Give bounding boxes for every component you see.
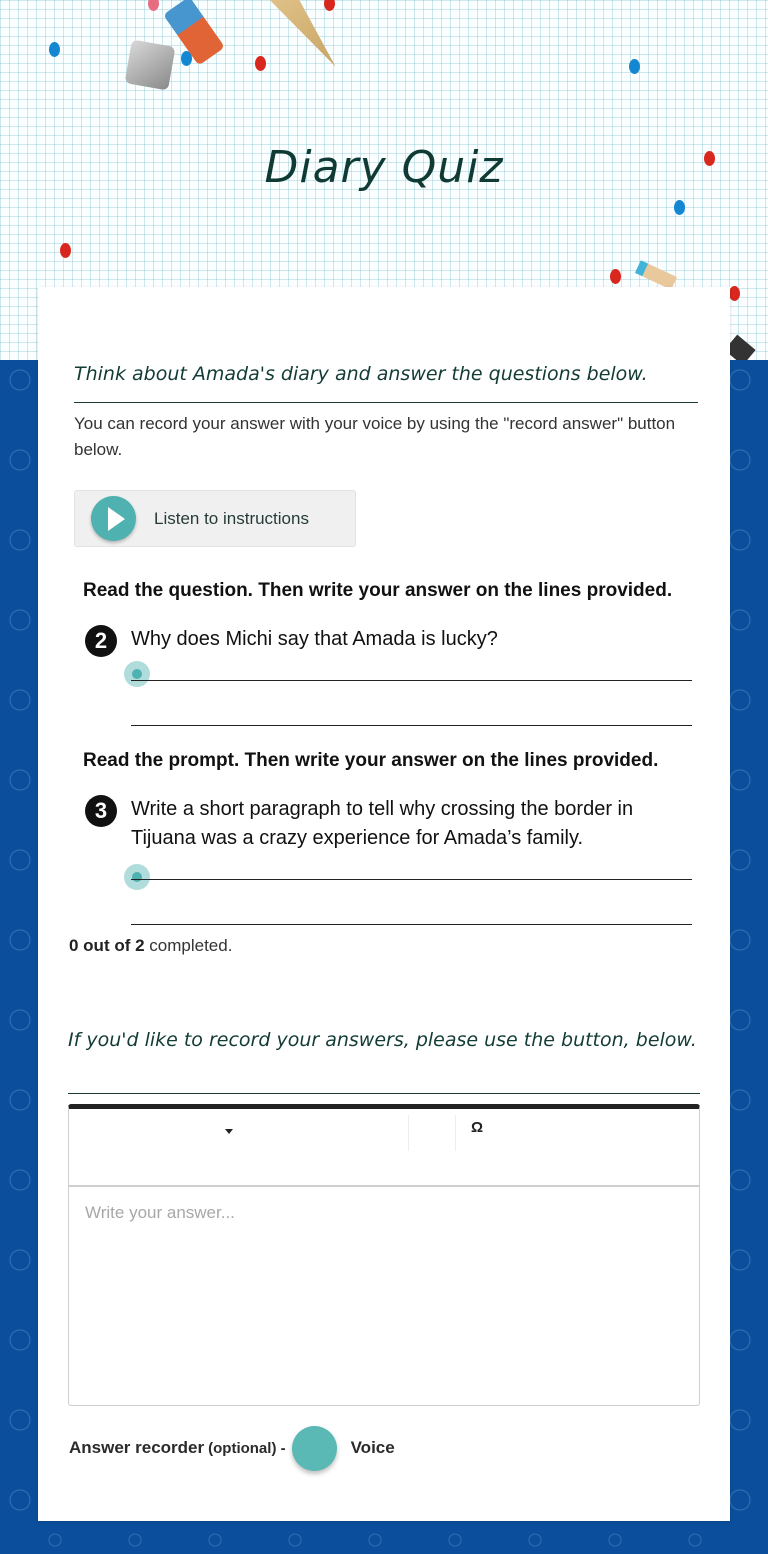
question-instruction: Read the question. Then write your answer on the lines provided. xyxy=(83,580,673,601)
sharpener-image xyxy=(125,40,176,91)
decor-dot xyxy=(729,286,740,301)
answer-editor xyxy=(68,1104,700,1406)
decor-dot xyxy=(49,42,60,57)
voice-label: Voice xyxy=(350,1438,395,1457)
decor-dot xyxy=(610,269,621,284)
decor-dot xyxy=(255,56,266,71)
instructions-text: You can record your answer with your voice by using the "record answer" button below. xyxy=(74,414,676,459)
decor-dot xyxy=(674,200,685,215)
decor-dot xyxy=(148,0,159,11)
question-number-badge: 2 xyxy=(85,625,117,657)
record-heading: If you'd like to record your answers, please use the button, below. xyxy=(68,1027,700,1094)
decor-dot xyxy=(60,243,71,258)
listen-instructions-label: Listen to instructions xyxy=(154,508,309,528)
completion-count: 0 out of 2 xyxy=(69,936,145,955)
answer-recorder xyxy=(69,1425,395,1471)
answer-textarea[interactable] xyxy=(69,1189,699,1401)
special-character-button[interactable]: Ω xyxy=(471,1119,484,1136)
play-icon xyxy=(91,496,136,541)
format-dropdown[interactable] xyxy=(69,1115,409,1151)
answer-line xyxy=(131,725,692,726)
prompt-text-line-1: Write a short paragraph to tell why crossing the border in xyxy=(131,798,634,820)
answer-line xyxy=(131,680,692,681)
listen-instructions-button[interactable] xyxy=(74,490,356,547)
answer-hotspot[interactable] xyxy=(124,661,150,687)
pencil-image xyxy=(635,260,677,290)
recorder-label: Answer recorder xyxy=(69,1438,205,1457)
prompt-instruction: Read the prompt. Then write your answer on the lines provided. xyxy=(83,750,659,771)
answer-line xyxy=(131,879,692,880)
prompt-text-line-2: Tijuana was a crazy experience for Amada’s family. xyxy=(131,827,584,849)
answer-hotspot[interactable] xyxy=(124,864,150,890)
quiz-card xyxy=(38,287,730,1521)
question-text: Why does Michi say that Amada is lucky? xyxy=(131,628,498,650)
instructions-heading: Think about Amada's diary and answer the questions below. xyxy=(74,361,698,403)
page-title: Diary Quiz xyxy=(264,142,504,193)
editor-toolbar xyxy=(69,1109,699,1187)
record-voice-button[interactable] xyxy=(292,1426,337,1471)
completion-status xyxy=(69,936,232,956)
decor-dot xyxy=(324,0,335,11)
completion-suffix: completed. xyxy=(144,936,233,955)
toolbar-button[interactable] xyxy=(410,1115,456,1151)
answer-line xyxy=(131,924,692,925)
caret-down-icon xyxy=(225,1129,233,1134)
question-number-badge: 3 xyxy=(85,795,117,827)
recorder-optional-label: (optional) - xyxy=(208,1439,286,1457)
decor-dot xyxy=(629,59,640,74)
